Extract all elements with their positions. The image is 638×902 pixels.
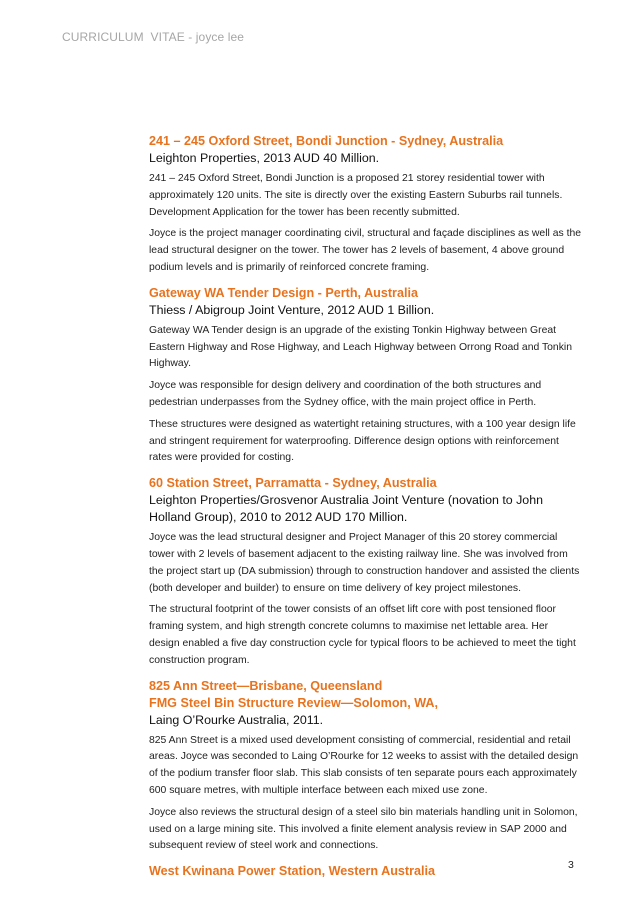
project-paragraph: Joyce is the project manager coordinating civil, structural and façade disciplines as well as the lead structural designer on the tower. The tower has 2 levels of basement, 4 above ground podium levels and is primarily of reinforced concrete framing. — [149, 228, 582, 273]
project-title: 241 – 245 Oxford Street, Bondi Junction - Sydney, Australia — [149, 134, 504, 148]
cv-header: CURRICULUM VITAE - joyce lee — [62, 30, 245, 44]
project-west-kwinana — [149, 863, 581, 880]
project-gateway-wa — [149, 285, 581, 467]
cv-content — [149, 133, 581, 888]
project-station-street — [149, 475, 581, 669]
project-title: West Kwinana Power Station, Western Australia — [149, 864, 435, 879]
project-paragraph: Joyce was the lead structural designer and Project Manager of this 20 storey commercial tower with 2 levels of basement adjacent to the existing railway line. She was involved from the project start up (DA submission) through to construction handover and assisted the clients (both developer and builder) to ensure on time delivery of key project milestones. — [149, 532, 580, 594]
project-ann-street — [149, 678, 581, 856]
project-paragraph: These structures were designed as watertight retaining structures, with a 100 year design life and stringent requirement for waterproofing. Difference design options with reinforcement rates were provided for costing. — [149, 418, 576, 464]
project-title: 825 Ann Street—Brisbane, Queensland — [149, 678, 383, 693]
project-paragraph: The structural footprint of the tower consists of an offset lift core with post tensioned floor framing system, and high strength concrete columns to maximise net lettable area. Her design enabled a five day construction cycle for typical floors to be achieved to meet the tight construction program. — [149, 604, 576, 666]
project-title: 60 Station Street, Parramatta - Sydney, Australia — [149, 476, 437, 491]
project-paragraph: 241 – 245 Oxford Street, Bondi Junction is a proposed 21 storey residential tower with approximately 120 units. The site is directly over the existing Eastern Suburbs rail tunnels. Development Application for the tower has been recently submitted. — [149, 173, 563, 218]
project-paragraph: Joyce also reviews the structural design of a steel silo bin materials handling unit in Solomon, used on a large mining site. This involved a finite element analysis review in SAP 2000 and subsequent review of steel work and connections. — [149, 806, 578, 852]
project-paragraph: Joyce was responsible for design delivery and coordination of the both structures and pedestrian underpasses from the Sydney office, with the main project office in Perth. — [149, 380, 542, 408]
project-client: Laing O’Rourke Australia, 2011. — [149, 712, 324, 727]
project-client: Thiess / Abigroup Joint Venture, 2012 AUD 1 Billion. — [149, 302, 435, 317]
project-oxford-street — [149, 133, 581, 277]
project-client: Leighton Properties, 2013 AUD 40 Million. — [149, 151, 380, 165]
project-paragraph: Gateway WA Tender design is an upgrade of the existing Tonkin Highway between Great Eastern Highway and Rose Highway, and Leach Highway between Orrong Road and Tonkin Highway. — [149, 324, 572, 370]
page-number: 3 — [568, 859, 574, 871]
project-title: Gateway WA Tender Design - Perth, Australia — [149, 285, 418, 300]
project-title-secondary: FMG Steel Bin Structure Review—Solomon, WA, — [149, 695, 438, 710]
project-client: Leighton Properties/Grosvenor Australia Joint Venture (novation to John Holland Group), 2010 to 2012 AUD 170 Million. — [149, 493, 543, 525]
project-paragraph: 825 Ann Street is a mixed used development consisting of commercial, residential and retail areas. Joyce was seconded to Laing O’Rourke for 12 weeks to assist with the detailed design of the podium transfer floor slab. This slab consists of ten separate pours each approximately 600 square metres, with multiple interface between each mixed use zone. — [149, 734, 579, 796]
